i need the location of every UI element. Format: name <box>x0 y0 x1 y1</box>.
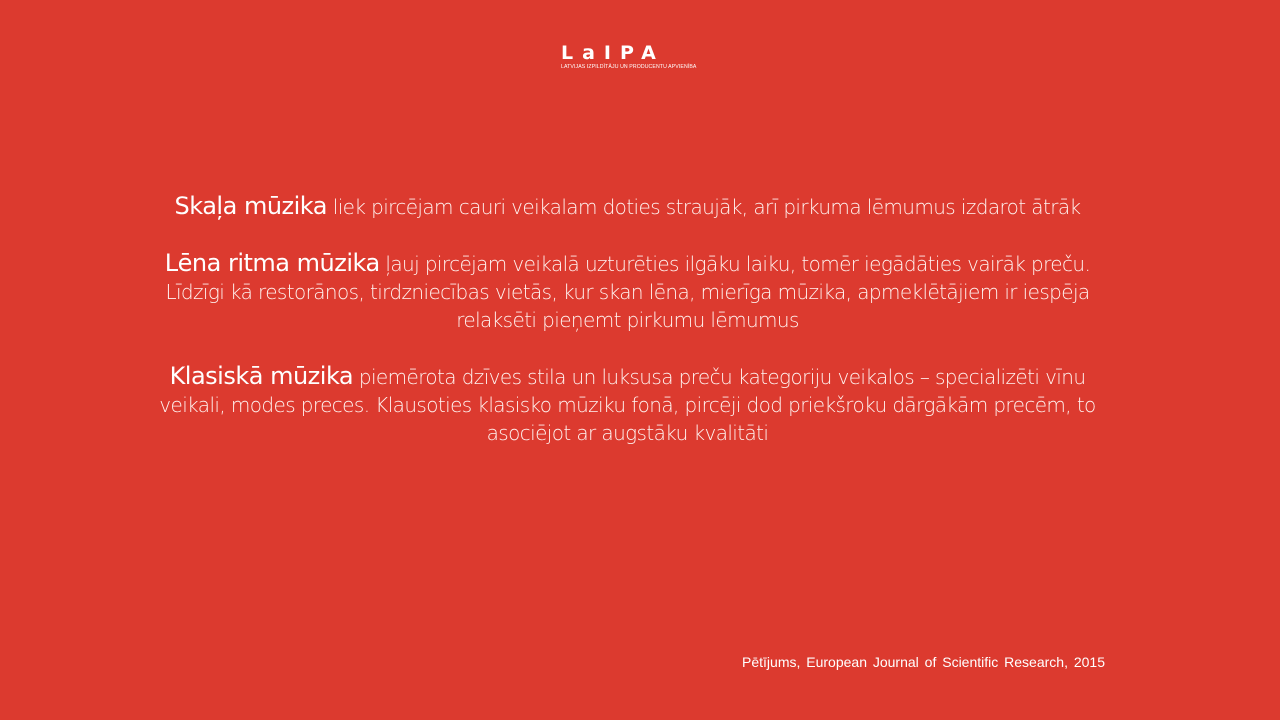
paragraph-loud-music <box>140 192 1115 221</box>
paragraph-text: ļauj pircējam veikalā uzturēties ilgāku laiku, tomēr iegādāties vairāk preču. Līdzīgi kā restorānos, tirdzniecības vietās, kur skan lēna, mierīga mūzika, apmeklētājiem ir iespēja relaksēti pieņemt pirkumu lēmumus <box>165 252 1091 332</box>
paragraph-classical-music <box>140 362 1115 447</box>
paragraph-heading: Skaļa mūzika <box>174 192 327 220</box>
laipa-logo <box>561 42 697 70</box>
paragraph-heading: Klasiskā mūzika <box>169 362 354 390</box>
paragraph-text: piemērota dzīves stila un luksusa preču kategoriju veikalos – specializēti vīnu veikali, modes preces. Klausoties klasisko mūziku fonā, pircēji dod priekšroku dārgākām precēm, to asociējot ar augstāku kvalitāti <box>159 365 1096 445</box>
paragraph-heading: Lēna ritma mūzika <box>164 249 380 277</box>
logo-wordmark: LaIPA <box>561 42 665 64</box>
paragraph-text: liek pircējam cauri veikalam doties straujāk, arī pirkuma lēmumus izdarot ātrāk <box>326 195 1081 219</box>
paragraph-slow-music <box>140 249 1115 334</box>
citation-source: Pētījums, European Journal of Scientific Research, 2015 <box>742 654 1105 670</box>
slide-content <box>140 192 1115 475</box>
logo-tagline: LATVIJAS IZPILDĪTĀJU UN PRODUCENTU APVIENĪBA <box>561 64 697 70</box>
